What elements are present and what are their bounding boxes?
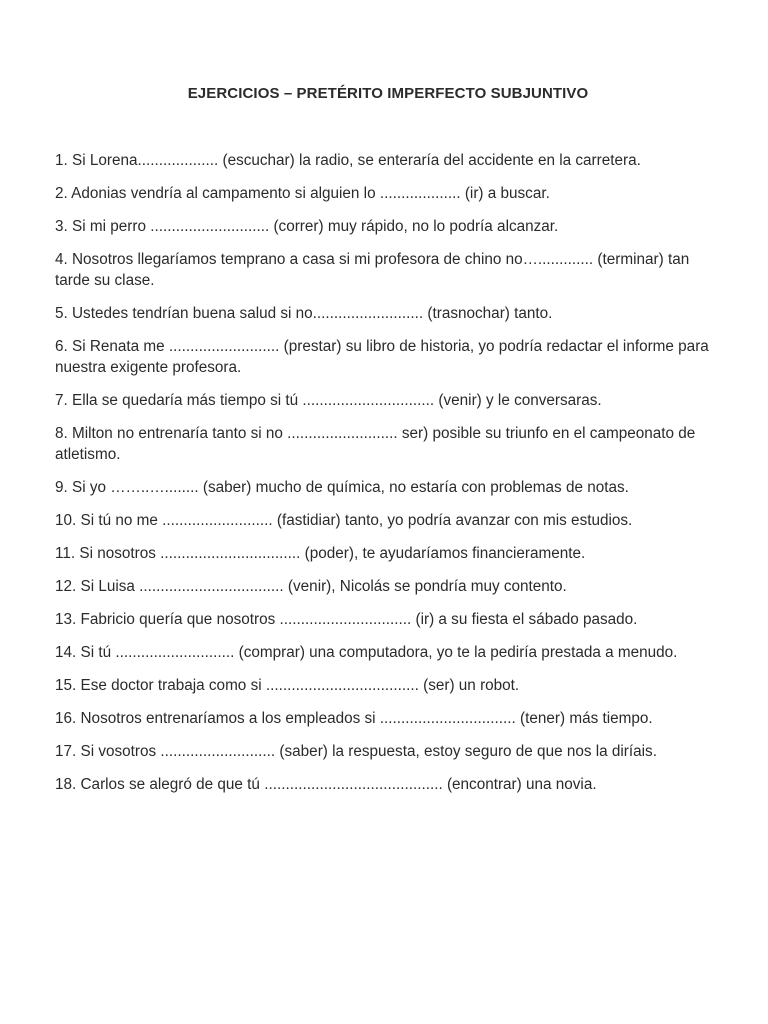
exercise-item: 6. Si Renata me .......................... (prestar) su libro de historia, yo podría redactar el informe para nuestra exigente profesora. [55, 338, 709, 376]
exercise-item: 13. Fabricio quería que nosotros ............................... (ir) a su fiesta el sábado pasado. [55, 611, 638, 628]
exercise-item: 1. Si Lorena................... (escuchar) la radio, se enteraría del accidente en la carretera. [55, 152, 641, 169]
exercise-item: 7. Ella se quedaría más tiempo si tú ............................... (venir) y le conversaras. [55, 392, 602, 409]
exercise-item: 17. Si vosotros ........................... (saber) la respuesta, estoy seguro de que nos la diríais. [55, 743, 657, 760]
exercise-item: 9. Si yo ……..…........ (saber) mucho de química, no estaría con problemas de notas. [55, 479, 629, 496]
exercise-item: 8. Milton no entrenaría tanto si no .......................... ser) posible su triunfo en el campeonato de atletismo. [55, 425, 696, 463]
page-title: EJERCICIOS – PRETÉRITO IMPERFECTO SUBJUNTIVO [187, 85, 589, 102]
exercise-item: 18. Carlos se alegró de que tú .......................................... (encontrar) una novia. [55, 776, 597, 793]
exercise-item: 4. Nosotros llegaríamos temprano a casa si mi profesora de chino no…............. (terminar) tan tarde su clase. [55, 251, 690, 289]
exercise-item: 14. Si tú ............................ (comprar) una computadora, yo te la pediría prestada a menudo. [55, 644, 678, 661]
exercise-item: 12. Si Luisa .................................. (venir), Nicolás se pondría muy contento. [55, 578, 567, 595]
exercise-item: 15. Ese doctor trabaja como si .................................... (ser) un robot. [55, 677, 520, 694]
exercise-list [55, 150, 727, 807]
exercise-item: 3. Si mi perro ............................ (correr) muy rápido, no lo podría alcanzar. [55, 218, 559, 235]
exercise-item: 2. Adonias vendría al campamento si alguien lo ................... (ir) a buscar. [55, 185, 550, 202]
exercise-item: 5. Ustedes tendrían buena salud si no.......................... (trasnochar) tanto. [55, 305, 553, 322]
exercise-item: 11. Si nosotros ................................. (poder), te ayudaríamos financieramente. [55, 545, 586, 562]
exercise-item: 16. Nosotros entrenaríamos a los empleados si ................................ (tener) más tiempo. [55, 710, 653, 727]
exercise-item: 10. Si tú no me .......................... (fastidiar) tanto, yo podría avanzar con mis estudios. [55, 512, 633, 529]
